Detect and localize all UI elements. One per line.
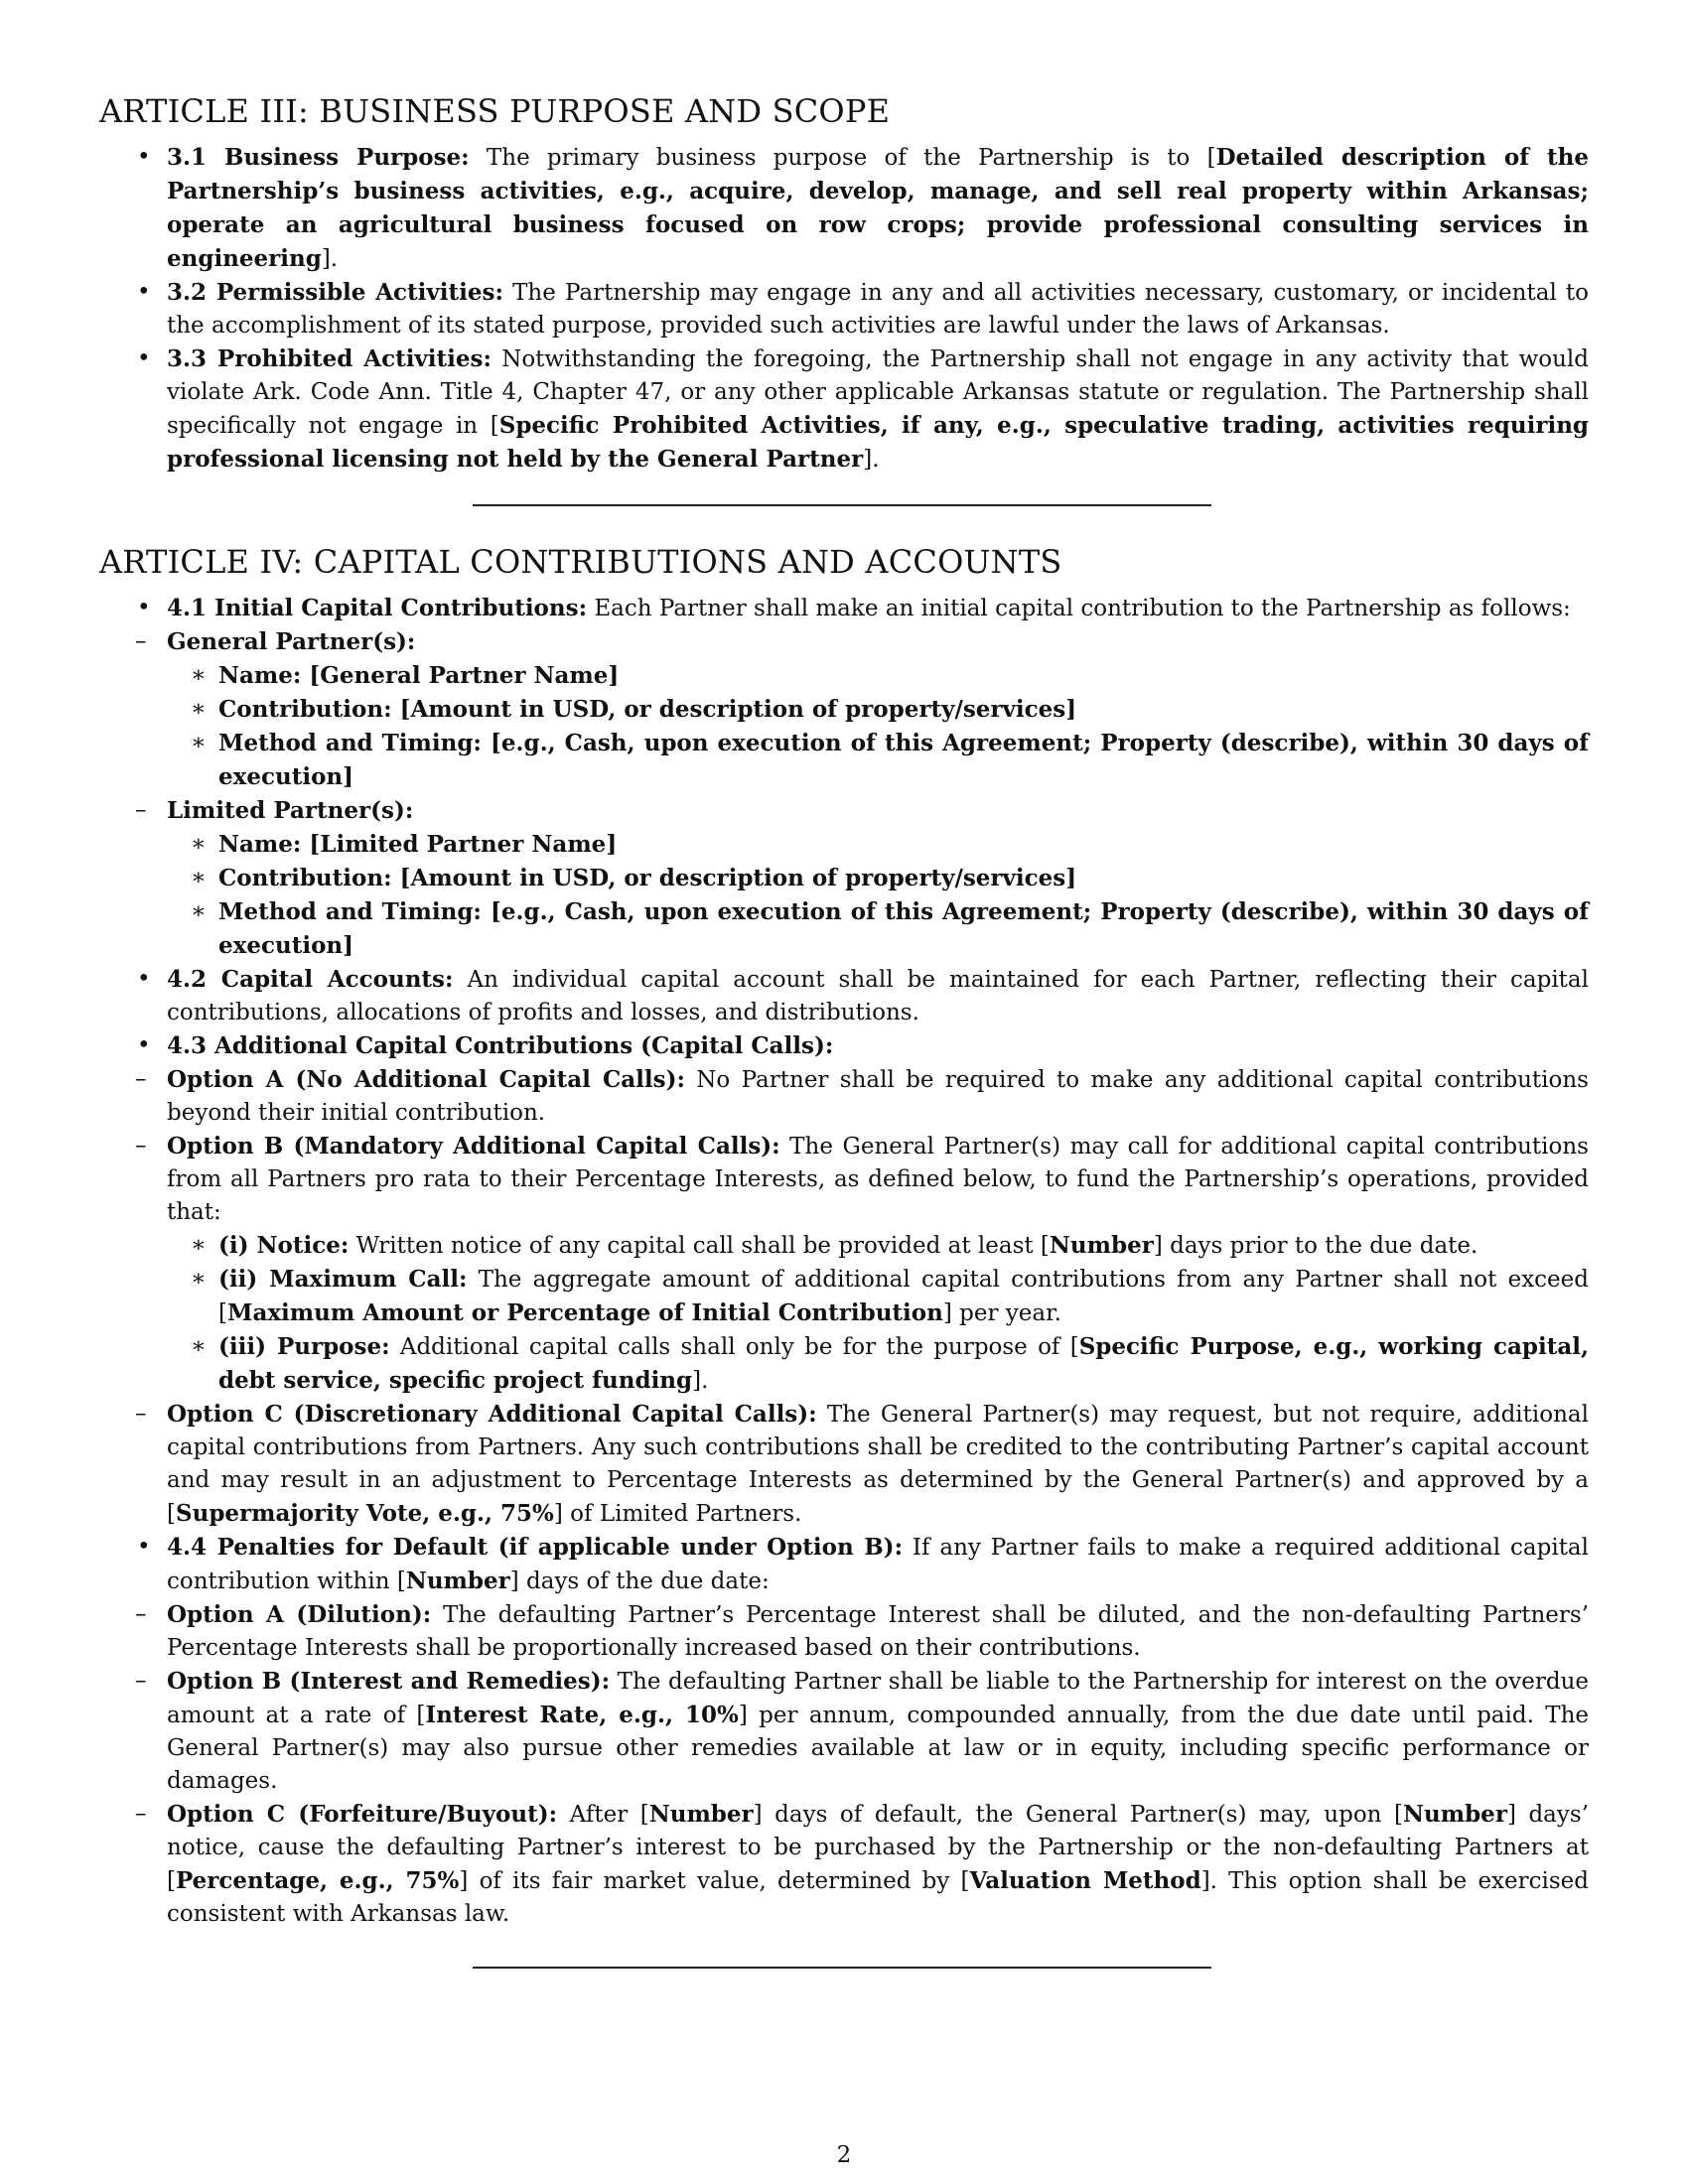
condition-notice xyxy=(167,1229,1589,1263)
section-4-4 xyxy=(99,1531,1589,1931)
section-divider xyxy=(473,1967,1211,1969)
lp-name-value: Limited Partner Name xyxy=(320,831,607,858)
interest-text: The defaulting Partner shall be liable to the Partnership for interest on the overdue amount at a rate of [ xyxy=(167,1669,1590,1728)
section-3-2-label: 3.2 Permissible Activities: xyxy=(167,279,503,306)
gp-name-value: General Partner Name xyxy=(320,662,609,689)
dilution-label: Option A (Dilution): xyxy=(167,1601,432,1628)
section-4-4-options xyxy=(105,1598,1589,1931)
article-3-list xyxy=(99,141,1589,477)
limited-partner-item xyxy=(105,794,1589,963)
section-3-1-text: The primary business purpose of the Partnership is to [ xyxy=(469,145,1216,171)
lp-contribution-label: Contribution: xyxy=(218,865,392,891)
forfeiture-placeholder-1: Number xyxy=(648,1801,754,1828)
option-b-label: Option B (Mandatory Additional Capital Calls): xyxy=(167,1133,780,1160)
section-3-1-end: ]. xyxy=(321,246,339,272)
forfeiture-placeholder-3: Percentage, e.g., 75% xyxy=(175,1867,460,1894)
purpose-end: ]. xyxy=(692,1368,709,1394)
section-4-3-options xyxy=(105,1063,1589,1531)
section-4-4-label: 4.4 Penalties for Default (if applicable under Option B): xyxy=(167,1534,904,1561)
condition-maximum-call xyxy=(167,1263,1589,1330)
lp-name: ∗ Name: [Limited Partner Name] xyxy=(167,828,1589,862)
section-4-1-label: 4.1 Initial Capital Contributions: xyxy=(167,595,588,621)
forfeiture-placeholder-4: Valuation Method xyxy=(969,1867,1201,1894)
section-4-3-option-b xyxy=(105,1130,1589,1398)
notice-placeholder: Number xyxy=(1049,1232,1154,1259)
condition-purpose xyxy=(167,1330,1589,1398)
maximum-call-text: The aggregate amount of additional capital contributions from any Partner shall not exceed [ xyxy=(218,1267,1589,1326)
gp-name-label: Name: xyxy=(218,662,302,689)
section-3-2 xyxy=(99,276,1589,342)
forfeiture-text-5: ]. This option shall be exercised consistent with Arkansas law. xyxy=(167,1868,1590,1927)
dilution-text: The defaulting Partner’s Percentage Interest shall be diluted, and the non-defaulting Partners’ Percentage Interests shall be proportionally increased based on their contributions. xyxy=(167,1602,1589,1661)
option-a-text: No Partner shall be required to make any additional capital contributions beyond their initial contribution. xyxy=(167,1067,1589,1126)
option-a-label: Option A (No Additional Capital Calls): xyxy=(167,1066,685,1093)
section-4-3-option-a xyxy=(105,1063,1589,1130)
gp-method-value: e.g., Cash, upon execution of this Agreement; Property (describe), within 30 days of execution xyxy=(218,730,1590,790)
forfeiture-text-1: After [ xyxy=(557,1802,649,1828)
penalty-option-b xyxy=(105,1665,1589,1798)
document-page xyxy=(99,91,1589,1969)
limited-partner-details xyxy=(167,828,1589,963)
lp-contribution: ∗ Contribution: [Amount in USD, or description of property/services] xyxy=(167,862,1589,895)
article-3-heading: ARTICLE III: BUSINESS PURPOSE AND SCOPE xyxy=(99,92,891,130)
section-4-3 xyxy=(99,1029,1589,1531)
lp-method: ∗ Method and Timing: [e.g., Cash, upon execution of this Agreement; Property (describe), within 30 days of execution] xyxy=(167,895,1589,963)
section-divider xyxy=(473,504,1211,506)
limited-partner-label: Limited Partner(s): xyxy=(167,797,414,824)
penalty-option-c xyxy=(105,1798,1589,1931)
interest-end: ] per annum, compounded annually, from the due date until paid. The General Partner(s) may also pursue other remedies available at law or in equity, including specific performance or damages. xyxy=(167,1703,1589,1794)
notice-label: (i) Notice: xyxy=(218,1232,350,1259)
notice-text: Written notice of any capital call shall be provided at least [ xyxy=(349,1233,1050,1259)
section-3-1-label: 3.1 Business Purpose: xyxy=(167,144,470,171)
interest-label: Option B (Interest and Remedies): xyxy=(167,1668,611,1695)
gp-method: ∗ Method and Timing: [e.g., Cash, upon execution of this Agreement; Property (describe), within 30 days of execution] xyxy=(167,727,1589,794)
gp-contribution-label: Contribution: xyxy=(218,696,392,723)
section-4-2-label: 4.2 Capital Accounts: xyxy=(167,966,454,993)
notice-end: ] days prior to the due date. xyxy=(1153,1233,1478,1259)
option-c-placeholder: Supermajority Vote, e.g., 75% xyxy=(175,1500,554,1527)
maximum-call-label: (ii) Maximum Call: xyxy=(218,1266,468,1293)
page-number: 2 xyxy=(836,2142,852,2168)
maximum-call-end: ] per year. xyxy=(942,1300,1061,1326)
option-c-text: The General Partner(s) may request, but not require, additional capital contributions from Partners. Any such contributions shall be credited to the contributing Partner’s capital account and may result in an adjustment to Percentage Interests as determined by the General Partner(s) and approved by a [ xyxy=(167,1402,1589,1527)
gp-contribution: ∗ Contribution: [Amount in USD, or description of property/services] xyxy=(167,693,1589,727)
option-c-label: Option C (Discretionary Additional Capital Calls): xyxy=(167,1401,817,1428)
option-b-text: The General Partner(s) may call for additional capital contributions from all Partners pro rata to their Percentage Interests, as defined below, to fund the Partnership’s operations, provided that: xyxy=(167,1134,1589,1225)
section-3-1-placeholder: Detailed description of the Partnership’s business activities, e.g., acquire, develop, manage, and sell real property within Arkansas; operate an agricultural business focused on row crops; provide professional consulting services in engineering xyxy=(167,144,1589,272)
section-3-3-end: ]. xyxy=(863,447,880,473)
gp-contribution-value: Amount in USD, or description of property/services xyxy=(410,696,1066,723)
forfeiture-text-3: ] days’ notice, cause the defaulting Partner’s interest to be purchased by the Partnership or the non-defaulting Partners at [ xyxy=(167,1802,1589,1894)
lp-name-label: Name: xyxy=(218,831,302,858)
section-3-3-placeholder: Specific Prohibited Activities, if any, e.g., speculative trading, activities requiring professional licensing not held by the General Partner xyxy=(167,412,1589,473)
general-partner-item xyxy=(105,625,1589,794)
lp-method-value: e.g., Cash, upon execution of this Agreement; Property (describe), within 30 days of execution xyxy=(218,898,1590,959)
purpose-label: (iii) Purpose: xyxy=(218,1333,390,1360)
forfeiture-placeholder-2: Number xyxy=(1403,1801,1507,1828)
section-3-3-label: 3.3 Prohibited Activities: xyxy=(167,345,492,372)
lp-method-label: Method and Timing: xyxy=(218,898,482,925)
section-4-1-text: Each Partner shall make an initial capital contribution to the Partnership as follows: xyxy=(587,596,1571,621)
section-4-3-label: 4.3 Additional Capital Contributions (Capital Calls): xyxy=(167,1032,834,1059)
lp-contribution-value: Amount in USD, or description of property/services xyxy=(410,865,1066,891)
section-4-2 xyxy=(99,963,1589,1029)
purpose-placeholder: Specific Purpose, e.g., working capital, debt service, specific project funding xyxy=(218,1333,1589,1394)
section-4-4-placeholder: Number xyxy=(405,1568,510,1594)
section-4-4-text: If any Partner fails to make a required additional capital contribution within [ xyxy=(167,1535,1590,1594)
section-4-4-end: ] days of the due date: xyxy=(509,1569,770,1594)
option-b-conditions xyxy=(167,1229,1589,1398)
section-4-3-option-c xyxy=(105,1398,1589,1531)
penalty-option-a xyxy=(105,1598,1589,1665)
forfeiture-label: Option C (Forfeiture/Buyout): xyxy=(167,1801,558,1828)
section-3-3 xyxy=(99,342,1589,477)
general-partner-details xyxy=(167,659,1589,794)
purpose-text: Additional capital calls shall only be for the purpose of [ xyxy=(389,1334,1079,1360)
forfeiture-text-4: ] of its fair market value, determined by [ xyxy=(459,1868,970,1894)
interest-placeholder: Interest Rate, e.g., 10% xyxy=(425,1702,739,1728)
maximum-call-placeholder: Maximum Amount or Percentage of Initial Contribution xyxy=(226,1299,943,1326)
forfeiture-text-2: ] days of default, the General Partner(s) may, upon [ xyxy=(753,1802,1404,1828)
section-3-2-text: The Partnership may engage in any and all activities necessary, customary, or incidental to the accomplishment of its stated purpose, provided such activities are lawful under the laws of Arkansas. xyxy=(167,280,1589,339)
section-3-1 xyxy=(99,141,1589,276)
section-3-3-text: Notwithstanding the foregoing, the Partnership shall not engage in any activity that would violate Ark. Code Ann. Title 4, Chapter 47, or any other applicable Arkansas statute or regulation. The Partnership shall specifically not engage in [ xyxy=(167,346,1589,439)
gp-name: ∗ Name: [General Partner Name] xyxy=(167,659,1589,693)
section-4-1 xyxy=(99,592,1589,963)
article-4-list xyxy=(99,592,1589,1931)
general-partner-label: General Partner(s): xyxy=(167,628,416,655)
article-4-heading: ARTICLE IV: CAPITAL CONTRIBUTIONS AND ACCOUNTS xyxy=(99,543,1062,581)
section-4-1-sublist xyxy=(105,625,1589,963)
section-4-2-text: An individual capital account shall be maintained for each Partner, reflecting their capital contributions, allocations of profits and losses, and distributions. xyxy=(167,967,1589,1025)
option-c-end: ] of Limited Partners. xyxy=(553,1501,802,1527)
gp-method-label: Method and Timing: xyxy=(218,730,482,756)
